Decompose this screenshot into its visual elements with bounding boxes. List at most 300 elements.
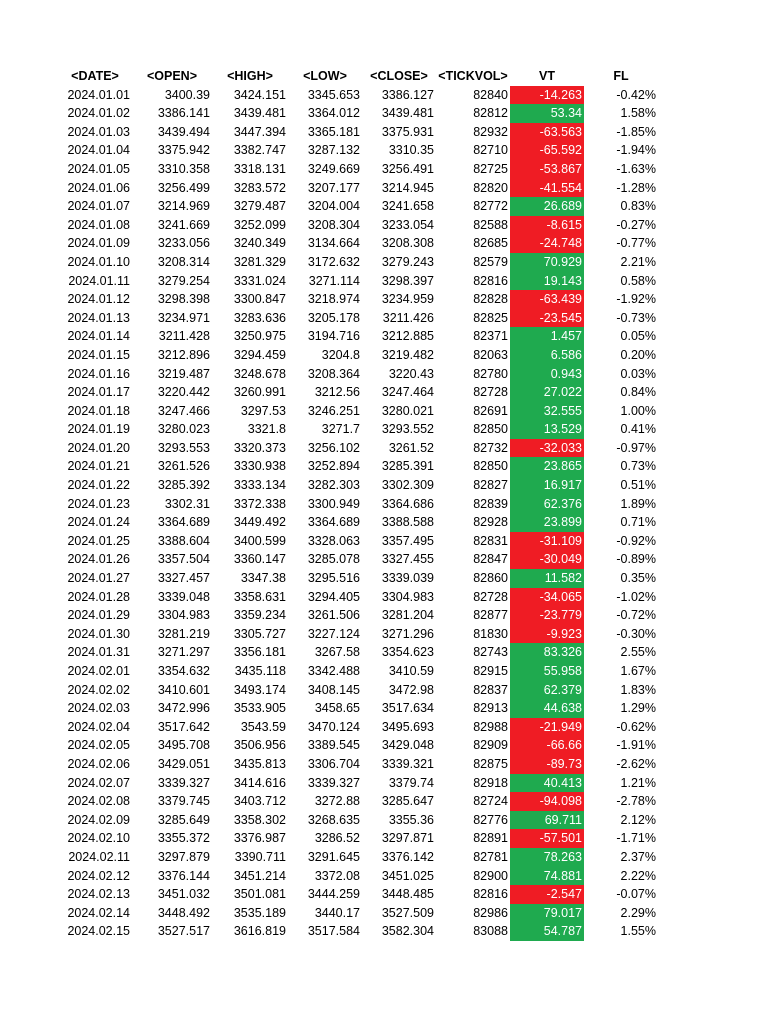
cell-date[interactable]: 2024.01.06 bbox=[67, 180, 130, 195]
cell-tickvol[interactable]: 82728 bbox=[473, 589, 508, 604]
cell-open[interactable]: 3293.553 bbox=[157, 440, 210, 455]
cell-close[interactable]: 3327.455 bbox=[381, 552, 434, 567]
cell-high[interactable]: 3414.616 bbox=[233, 775, 286, 790]
cell-date[interactable]: 2024.02.01 bbox=[67, 664, 130, 678]
cell-tickvol[interactable]: 82732 bbox=[473, 440, 508, 455]
cell-vt[interactable]: 1.457 bbox=[510, 327, 584, 346]
cell-fl[interactable]: -0.42% bbox=[616, 87, 656, 102]
header-high[interactable]: <HIGH> bbox=[227, 69, 273, 83]
cell-high[interactable]: 3250.975 bbox=[233, 329, 286, 344]
cell-open[interactable]: 3234.971 bbox=[157, 310, 210, 325]
cell-close[interactable]: 3527.509 bbox=[381, 905, 434, 920]
cell-close[interactable]: 3302.309 bbox=[381, 478, 434, 493]
cell-tickvol[interactable]: 82588 bbox=[473, 217, 508, 232]
cell-low[interactable]: 3345.653 bbox=[307, 87, 360, 102]
cell-low[interactable]: 3282.303 bbox=[307, 478, 360, 493]
cell-tickvol[interactable]: 82825 bbox=[473, 310, 508, 325]
cell-high[interactable]: 3359.234 bbox=[233, 608, 286, 623]
cell-low[interactable]: 3339.327 bbox=[307, 775, 360, 790]
cell-low[interactable]: 3458.65 bbox=[314, 701, 360, 716]
cell-vt[interactable]: 26.689 bbox=[510, 197, 584, 216]
cell-close[interactable]: 3304.983 bbox=[381, 589, 434, 604]
cell-fl[interactable]: -1.91% bbox=[616, 738, 656, 753]
cell-open[interactable]: 3220.442 bbox=[157, 385, 210, 400]
cell-date[interactable]: 2024.02.10 bbox=[67, 831, 130, 846]
cell-open[interactable]: 3495.708 bbox=[157, 738, 210, 753]
cell-vt[interactable]: 19.143 bbox=[510, 272, 584, 291]
cell-date[interactable]: 2024.01.07 bbox=[67, 199, 130, 214]
cell-high[interactable]: 3447.394 bbox=[233, 124, 286, 139]
cell-high[interactable]: 3449.492 bbox=[233, 515, 286, 530]
cell-high[interactable]: 3318.131 bbox=[233, 161, 286, 176]
cell-open[interactable]: 3208.314 bbox=[157, 254, 210, 269]
cell-open[interactable]: 3448.492 bbox=[157, 905, 210, 920]
cell-date[interactable]: 2024.02.09 bbox=[67, 812, 130, 827]
cell-close[interactable]: 3220.43 bbox=[388, 366, 434, 381]
cell-close[interactable]: 3448.485 bbox=[381, 887, 434, 902]
cell-low[interactable]: 3268.635 bbox=[307, 812, 360, 827]
cell-high[interactable]: 3400.599 bbox=[233, 533, 286, 548]
cell-fl[interactable]: -2.78% bbox=[616, 794, 656, 809]
cell-close[interactable]: 3285.391 bbox=[381, 459, 434, 474]
cell-low[interactable]: 3261.506 bbox=[307, 608, 360, 623]
cell-low[interactable]: 3212.56 bbox=[314, 385, 360, 400]
cell-fl[interactable]: 1.83% bbox=[620, 682, 656, 697]
cell-vt[interactable]: 79.017 bbox=[510, 904, 584, 923]
cell-low[interactable]: 3365.181 bbox=[307, 124, 360, 139]
cell-vt[interactable]: 16.917 bbox=[510, 476, 584, 495]
cell-tickvol[interactable]: 82579 bbox=[473, 254, 508, 269]
cell-open[interactable]: 3304.983 bbox=[157, 608, 210, 623]
cell-open[interactable]: 3214.969 bbox=[157, 199, 210, 214]
cell-low[interactable]: 3286.52 bbox=[314, 831, 360, 846]
cell-close[interactable]: 3410.59 bbox=[388, 664, 434, 678]
cell-open[interactable]: 3429.051 bbox=[157, 756, 210, 771]
cell-vt[interactable]: -53.867 bbox=[510, 160, 584, 179]
cell-open[interactable]: 3375.942 bbox=[157, 143, 210, 158]
cell-fl[interactable]: 2.22% bbox=[620, 868, 656, 883]
cell-date[interactable]: 2024.01.04 bbox=[67, 143, 130, 158]
cell-close[interactable]: 3375.931 bbox=[381, 124, 434, 139]
cell-vt[interactable]: 70.929 bbox=[510, 253, 584, 272]
cell-fl[interactable]: 1.00% bbox=[620, 403, 656, 418]
cell-tickvol[interactable]: 82840 bbox=[473, 87, 508, 102]
cell-tickvol[interactable]: 82828 bbox=[473, 292, 508, 307]
cell-close[interactable]: 3388.588 bbox=[381, 515, 434, 530]
cell-high[interactable]: 3283.572 bbox=[233, 180, 286, 195]
cell-fl[interactable]: -0.97% bbox=[616, 440, 656, 455]
cell-vt[interactable]: -31.109 bbox=[510, 532, 584, 551]
cell-open[interactable]: 3297.879 bbox=[157, 849, 210, 864]
cell-tickvol[interactable]: 82928 bbox=[473, 515, 508, 530]
cell-tickvol[interactable]: 82772 bbox=[473, 199, 508, 214]
cell-high[interactable]: 3372.338 bbox=[233, 496, 286, 511]
cell-open[interactable]: 3233.056 bbox=[157, 236, 210, 251]
cell-date[interactable]: 2024.02.04 bbox=[67, 719, 130, 734]
cell-tickvol[interactable]: 82780 bbox=[473, 366, 508, 381]
cell-fl[interactable]: 0.35% bbox=[620, 571, 656, 586]
cell-fl[interactable]: 0.84% bbox=[620, 385, 656, 400]
cell-date[interactable]: 2024.01.25 bbox=[67, 533, 130, 548]
cell-open[interactable]: 3281.219 bbox=[157, 626, 210, 641]
cell-date[interactable]: 2024.01.12 bbox=[67, 292, 130, 307]
cell-date[interactable]: 2024.01.16 bbox=[67, 366, 130, 381]
cell-low[interactable]: 3328.063 bbox=[307, 533, 360, 548]
cell-close[interactable]: 3285.647 bbox=[381, 794, 434, 809]
cell-close[interactable]: 3339.321 bbox=[381, 756, 434, 771]
cell-high[interactable]: 3356.181 bbox=[233, 645, 286, 660]
cell-fl[interactable]: -0.77% bbox=[616, 236, 656, 251]
cell-vt[interactable]: -24.748 bbox=[510, 234, 584, 253]
cell-high[interactable]: 3347.38 bbox=[240, 571, 286, 586]
cell-open[interactable]: 3279.254 bbox=[157, 273, 210, 288]
cell-date[interactable]: 2024.01.14 bbox=[67, 329, 130, 344]
cell-low[interactable]: 3194.716 bbox=[307, 329, 360, 344]
cell-close[interactable]: 3429.048 bbox=[381, 738, 434, 753]
cell-vt[interactable]: -63.439 bbox=[510, 290, 584, 309]
cell-tickvol[interactable]: 82063 bbox=[473, 347, 508, 362]
cell-open[interactable]: 3386.141 bbox=[157, 106, 210, 121]
cell-date[interactable]: 2024.01.28 bbox=[67, 589, 130, 604]
cell-date[interactable]: 2024.02.13 bbox=[67, 887, 130, 902]
cell-high[interactable]: 3360.147 bbox=[233, 552, 286, 567]
cell-low[interactable]: 3295.516 bbox=[307, 571, 360, 586]
cell-high[interactable]: 3331.024 bbox=[233, 273, 286, 288]
cell-vt[interactable]: 83.326 bbox=[510, 643, 584, 662]
cell-date[interactable]: 2024.01.23 bbox=[67, 496, 130, 511]
cell-high[interactable]: 3252.099 bbox=[233, 217, 286, 232]
cell-fl[interactable]: 0.71% bbox=[620, 515, 656, 530]
cell-tickvol[interactable]: 82725 bbox=[473, 161, 508, 176]
cell-open[interactable]: 3354.632 bbox=[157, 664, 210, 678]
cell-vt[interactable]: -89.73 bbox=[510, 755, 584, 774]
cell-low[interactable]: 3364.689 bbox=[307, 515, 360, 530]
cell-close[interactable]: 3376.142 bbox=[381, 849, 434, 864]
cell-close[interactable]: 3208.308 bbox=[381, 236, 434, 251]
cell-tickvol[interactable]: 82909 bbox=[473, 738, 508, 753]
cell-vt[interactable]: 23.865 bbox=[510, 457, 584, 476]
cell-date[interactable]: 2024.01.30 bbox=[67, 626, 130, 641]
cell-vt[interactable]: 40.413 bbox=[510, 774, 584, 793]
cell-open[interactable]: 3439.494 bbox=[157, 124, 210, 139]
cell-date[interactable]: 2024.02.06 bbox=[67, 756, 130, 771]
cell-close[interactable]: 3354.623 bbox=[381, 645, 434, 660]
cell-vt[interactable]: -34.065 bbox=[510, 588, 584, 607]
cell-date[interactable]: 2024.01.21 bbox=[67, 459, 130, 474]
cell-low[interactable]: 3440.17 bbox=[314, 905, 360, 920]
cell-high[interactable]: 3297.53 bbox=[240, 403, 286, 418]
cell-close[interactable]: 3241.658 bbox=[381, 199, 434, 214]
cell-low[interactable]: 3205.178 bbox=[307, 310, 360, 325]
cell-close[interactable]: 3212.885 bbox=[381, 329, 434, 344]
cell-tickvol[interactable]: 82781 bbox=[473, 849, 508, 864]
cell-high[interactable]: 3283.636 bbox=[233, 310, 286, 325]
cell-vt[interactable]: -8.615 bbox=[510, 216, 584, 235]
cell-vt[interactable]: -30.049 bbox=[510, 550, 584, 569]
cell-low[interactable]: 3256.102 bbox=[307, 440, 360, 455]
cell-date[interactable]: 2024.01.18 bbox=[67, 403, 130, 418]
cell-high[interactable]: 3435.118 bbox=[234, 664, 286, 678]
cell-vt[interactable]: -21.949 bbox=[510, 718, 584, 737]
cell-close[interactable]: 3310.35 bbox=[388, 143, 434, 158]
cell-date[interactable]: 2024.01.09 bbox=[67, 236, 130, 251]
cell-open[interactable]: 3241.669 bbox=[157, 217, 210, 232]
cell-open[interactable]: 3400.39 bbox=[164, 87, 210, 102]
cell-open[interactable]: 3219.487 bbox=[157, 366, 210, 381]
cell-tickvol[interactable]: 82724 bbox=[473, 794, 508, 809]
cell-fl[interactable]: 0.05% bbox=[620, 329, 656, 344]
cell-fl[interactable]: -0.62% bbox=[616, 719, 656, 734]
cell-fl[interactable]: 0.41% bbox=[620, 422, 656, 437]
cell-close[interactable]: 3281.204 bbox=[381, 608, 434, 623]
cell-vt[interactable]: -66.66 bbox=[510, 736, 584, 755]
cell-close[interactable]: 3472.98 bbox=[388, 682, 434, 697]
cell-vt[interactable]: -2.547 bbox=[510, 885, 584, 904]
cell-vt[interactable]: 23.899 bbox=[510, 513, 584, 532]
cell-date[interactable]: 2024.02.02 bbox=[67, 682, 130, 697]
cell-close[interactable]: 3234.959 bbox=[381, 292, 434, 307]
cell-fl[interactable]: -1.63% bbox=[616, 161, 656, 176]
cell-fl[interactable]: 2.12% bbox=[620, 812, 656, 827]
cell-fl[interactable]: -1.02% bbox=[616, 589, 656, 604]
cell-date[interactable]: 2024.02.15 bbox=[67, 924, 130, 939]
cell-close[interactable]: 3261.52 bbox=[388, 440, 434, 455]
cell-vt[interactable]: 32.555 bbox=[510, 402, 584, 421]
cell-fl[interactable]: -0.07% bbox=[616, 887, 656, 902]
cell-tickvol[interactable]: 82371 bbox=[473, 329, 508, 344]
cell-date[interactable]: 2024.01.19 bbox=[67, 422, 130, 437]
cell-low[interactable]: 3207.177 bbox=[307, 180, 360, 195]
cell-fl[interactable]: 1.21% bbox=[620, 775, 656, 790]
cell-high[interactable]: 3320.373 bbox=[233, 440, 286, 455]
cell-open[interactable]: 3376.144 bbox=[157, 868, 210, 883]
cell-low[interactable]: 3218.974 bbox=[307, 292, 360, 307]
cell-low[interactable]: 3294.405 bbox=[307, 589, 360, 604]
cell-date[interactable]: 2024.02.08 bbox=[67, 794, 130, 809]
cell-high[interactable]: 3294.459 bbox=[233, 347, 286, 362]
cell-tickvol[interactable]: 82820 bbox=[473, 180, 508, 195]
cell-fl[interactable]: -0.72% bbox=[616, 608, 656, 623]
cell-fl[interactable]: 1.55% bbox=[620, 924, 656, 939]
cell-fl[interactable]: -1.71% bbox=[616, 831, 656, 846]
cell-low[interactable]: 3372.08 bbox=[314, 868, 360, 883]
cell-close[interactable]: 3379.74 bbox=[388, 775, 434, 790]
cell-low[interactable]: 3364.012 bbox=[307, 106, 360, 121]
cell-close[interactable]: 3517.634 bbox=[381, 701, 434, 716]
cell-high[interactable]: 3403.712 bbox=[233, 794, 286, 809]
cell-tickvol[interactable]: 82877 bbox=[473, 608, 508, 623]
cell-close[interactable]: 3271.296 bbox=[381, 626, 434, 641]
cell-fl[interactable]: -0.73% bbox=[616, 310, 656, 325]
cell-low[interactable]: 3208.304 bbox=[307, 217, 360, 232]
cell-fl[interactable]: 1.58% bbox=[620, 106, 656, 121]
cell-high[interactable]: 3451.214 bbox=[233, 868, 286, 883]
cell-tickvol[interactable]: 82812 bbox=[473, 106, 508, 121]
cell-close[interactable]: 3495.693 bbox=[381, 719, 434, 734]
cell-high[interactable]: 3533.905 bbox=[233, 701, 286, 716]
cell-close[interactable]: 3219.482 bbox=[381, 347, 434, 362]
header-date[interactable]: <DATE> bbox=[71, 69, 119, 83]
cell-date[interactable]: 2024.01.03 bbox=[67, 124, 130, 139]
cell-close[interactable]: 3211.426 bbox=[382, 310, 434, 325]
cell-high[interactable]: 3506.956 bbox=[233, 738, 286, 753]
cell-close[interactable]: 3439.481 bbox=[381, 106, 434, 121]
cell-date[interactable]: 2024.01.27 bbox=[67, 571, 130, 586]
cell-vt[interactable]: -23.779 bbox=[510, 606, 584, 625]
cell-vt[interactable]: 62.376 bbox=[510, 495, 584, 514]
cell-open[interactable]: 3212.896 bbox=[157, 347, 210, 362]
cell-low[interactable]: 3389.545 bbox=[307, 738, 360, 753]
cell-tickvol[interactable]: 82915 bbox=[473, 664, 508, 678]
cell-open[interactable]: 3256.499 bbox=[157, 180, 210, 195]
cell-vt[interactable]: -9.923 bbox=[510, 625, 584, 644]
cell-date[interactable]: 2024.01.22 bbox=[67, 478, 130, 493]
cell-open[interactable]: 3472.996 bbox=[157, 701, 210, 716]
cell-low[interactable]: 3249.669 bbox=[307, 161, 360, 176]
cell-open[interactable]: 3517.642 bbox=[157, 719, 210, 734]
cell-open[interactable]: 3339.327 bbox=[157, 775, 210, 790]
cell-open[interactable]: 3310.358 bbox=[157, 161, 210, 176]
cell-date[interactable]: 2024.01.10 bbox=[67, 254, 130, 269]
cell-tickvol[interactable]: 82913 bbox=[473, 701, 508, 716]
cell-high[interactable]: 3358.631 bbox=[233, 589, 286, 604]
cell-close[interactable]: 3247.464 bbox=[381, 385, 434, 400]
cell-close[interactable]: 3279.243 bbox=[381, 254, 434, 269]
cell-high[interactable]: 3390.711 bbox=[234, 849, 286, 864]
cell-date[interactable]: 2024.01.15 bbox=[67, 347, 130, 362]
cell-low[interactable]: 3517.584 bbox=[307, 924, 360, 939]
cell-low[interactable]: 3134.664 bbox=[307, 236, 360, 251]
cell-fl[interactable]: -1.28% bbox=[616, 180, 656, 195]
cell-low[interactable]: 3204.004 bbox=[307, 199, 360, 214]
cell-vt[interactable]: 13.529 bbox=[510, 420, 584, 439]
cell-low[interactable]: 3267.58 bbox=[314, 645, 360, 660]
cell-open[interactable]: 3451.032 bbox=[157, 887, 210, 902]
cell-close[interactable]: 3386.127 bbox=[381, 87, 434, 102]
cell-tickvol[interactable]: 82986 bbox=[473, 905, 508, 920]
cell-tickvol[interactable]: 82850 bbox=[473, 459, 508, 474]
cell-date[interactable]: 2024.01.05 bbox=[67, 161, 130, 176]
cell-low[interactable]: 3342.488 bbox=[307, 664, 360, 678]
cell-low[interactable]: 3172.632 bbox=[307, 254, 360, 269]
cell-fl[interactable]: 2.55% bbox=[620, 645, 656, 660]
cell-low[interactable]: 3271.114 bbox=[308, 273, 360, 288]
cell-fl[interactable]: 2.21% bbox=[620, 254, 656, 269]
cell-open[interactable]: 3247.466 bbox=[157, 403, 210, 418]
cell-high[interactable]: 3376.987 bbox=[233, 831, 286, 846]
cell-date[interactable]: 2024.02.11 bbox=[68, 849, 130, 864]
cell-tickvol[interactable]: 82918 bbox=[473, 775, 508, 790]
cell-low[interactable]: 3204.8 bbox=[321, 347, 360, 362]
cell-open[interactable]: 3211.428 bbox=[158, 329, 210, 344]
cell-fl[interactable]: 1.29% bbox=[620, 701, 656, 716]
cell-vt[interactable]: 53.34 bbox=[510, 104, 584, 123]
cell-tickvol[interactable]: 82875 bbox=[473, 756, 508, 771]
cell-vt[interactable]: 54.787 bbox=[510, 922, 584, 941]
cell-low[interactable]: 3272.88 bbox=[314, 794, 360, 809]
cell-close[interactable]: 3339.039 bbox=[381, 571, 434, 586]
cell-fl[interactable]: -0.27% bbox=[616, 217, 656, 232]
cell-tickvol[interactable]: 82932 bbox=[473, 124, 508, 139]
cell-tickvol[interactable]: 82827 bbox=[473, 478, 508, 493]
cell-tickvol[interactable]: 82816 bbox=[473, 887, 508, 902]
cell-fl[interactable]: 0.03% bbox=[620, 366, 656, 381]
cell-high[interactable]: 3424.151 bbox=[233, 87, 286, 102]
cell-close[interactable]: 3364.686 bbox=[381, 496, 434, 511]
cell-high[interactable]: 3358.302 bbox=[233, 812, 286, 827]
cell-fl[interactable]: 2.37% bbox=[620, 849, 656, 864]
cell-fl[interactable]: -0.30% bbox=[616, 626, 656, 641]
cell-low[interactable]: 3246.251 bbox=[307, 403, 360, 418]
cell-fl[interactable]: 1.67% bbox=[620, 664, 656, 678]
cell-date[interactable]: 2024.01.13 bbox=[67, 310, 130, 325]
cell-open[interactable]: 3298.398 bbox=[157, 292, 210, 307]
cell-high[interactable]: 3333.134 bbox=[233, 478, 286, 493]
cell-vt[interactable]: 55.958 bbox=[510, 662, 584, 681]
cell-vt[interactable]: 69.711 bbox=[510, 811, 584, 830]
cell-open[interactable]: 3280.023 bbox=[157, 422, 210, 437]
cell-close[interactable]: 3582.304 bbox=[381, 924, 434, 939]
cell-tickvol[interactable]: 82988 bbox=[473, 719, 508, 734]
cell-vt[interactable]: 78.263 bbox=[510, 848, 584, 867]
cell-close[interactable]: 3256.491 bbox=[381, 161, 434, 176]
cell-fl[interactable]: 0.51% bbox=[620, 478, 656, 493]
header-tickvol[interactable]: <TICKVOL> bbox=[438, 69, 508, 83]
cell-tickvol[interactable]: 82850 bbox=[473, 422, 508, 437]
cell-vt[interactable]: 0.943 bbox=[510, 365, 584, 384]
cell-date[interactable]: 2024.01.26 bbox=[67, 552, 130, 567]
cell-high[interactable]: 3535.189 bbox=[233, 905, 286, 920]
cell-tickvol[interactable]: 82710 bbox=[473, 143, 508, 158]
cell-vt[interactable]: -57.501 bbox=[510, 829, 584, 848]
cell-vt[interactable]: -41.554 bbox=[510, 179, 584, 198]
cell-open[interactable]: 3327.457 bbox=[157, 571, 210, 586]
cell-tickvol[interactable]: 81830 bbox=[473, 626, 508, 641]
cell-tickvol[interactable]: 82837 bbox=[473, 682, 508, 697]
cell-date[interactable]: 2024.02.07 bbox=[67, 775, 130, 790]
cell-date[interactable]: 2024.01.20 bbox=[67, 440, 130, 455]
cell-open[interactable]: 3339.048 bbox=[157, 589, 210, 604]
cell-tickvol[interactable]: 82816 bbox=[473, 273, 508, 288]
cell-tickvol[interactable]: 82743 bbox=[473, 645, 508, 660]
cell-date[interactable]: 2024.02.12 bbox=[67, 868, 130, 883]
cell-tickvol[interactable]: 82891 bbox=[473, 831, 508, 846]
cell-fl[interactable]: -0.89% bbox=[616, 552, 656, 567]
cell-fl[interactable]: 0.73% bbox=[620, 459, 656, 474]
cell-fl[interactable]: -1.85% bbox=[616, 124, 656, 139]
cell-date[interactable]: 2024.01.01 bbox=[67, 87, 130, 102]
cell-high[interactable]: 3300.847 bbox=[233, 292, 286, 307]
cell-tickvol[interactable]: 82831 bbox=[473, 533, 508, 548]
cell-fl[interactable]: -1.92% bbox=[616, 292, 656, 307]
cell-tickvol[interactable]: 82685 bbox=[473, 236, 508, 251]
cell-vt[interactable]: 27.022 bbox=[510, 383, 584, 402]
cell-fl[interactable]: 2.29% bbox=[620, 905, 656, 920]
cell-low[interactable]: 3291.645 bbox=[307, 849, 360, 864]
cell-vt[interactable]: -23.545 bbox=[510, 309, 584, 328]
cell-high[interactable]: 3330.938 bbox=[233, 459, 286, 474]
cell-close[interactable]: 3280.021 bbox=[381, 403, 434, 418]
cell-vt[interactable]: 62.379 bbox=[510, 681, 584, 700]
cell-high[interactable]: 3240.349 bbox=[233, 236, 286, 251]
cell-tickvol[interactable]: 82860 bbox=[473, 571, 508, 586]
cell-open[interactable]: 3261.526 bbox=[157, 459, 210, 474]
cell-vt[interactable]: -32.033 bbox=[510, 439, 584, 458]
cell-high[interactable]: 3382.747 bbox=[233, 143, 286, 158]
cell-fl[interactable]: 0.20% bbox=[620, 347, 656, 362]
cell-tickvol[interactable]: 82847 bbox=[473, 552, 508, 567]
cell-vt[interactable]: 74.881 bbox=[510, 867, 584, 886]
